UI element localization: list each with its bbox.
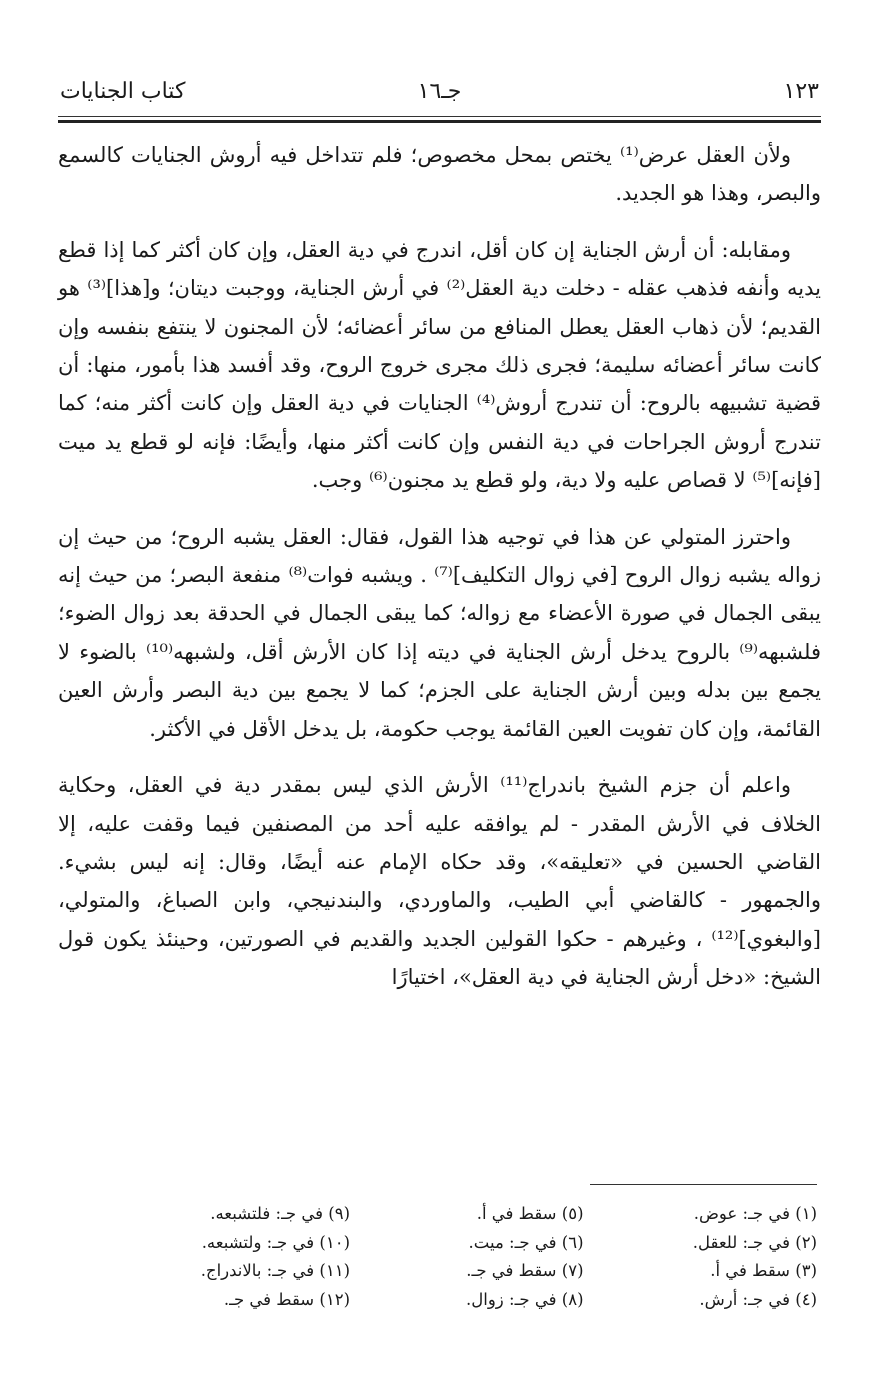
footnote: (١١) في جـ: بالاندراج. — [200, 1261, 350, 1280]
footnote: (٧) سقط في جـ. — [466, 1261, 584, 1280]
paragraph: ولأن العقل عرض⁽¹⁾ يختص بمحل مخصوص؛ فلم تتداخل فيه أروش الجنايات كالسمع والبصر، وهذا هو الجديد. — [58, 143, 821, 206]
footnote: (٨) في جـ: زوال. — [466, 1289, 584, 1309]
footnote: (١٠) في جـ: ولتشبعه. — [201, 1232, 350, 1252]
paragraph: واعلم أن جزم الشيخ باندراج⁽¹¹⁾ الأرش الذي ليس بمقدر دية في العقل، وحكاية الخلاف في الأرش المقدر - لم يوافقه عليه أحد من المصنفين فيما وقفت عليه، إلا القاضي الحسين في «تعليقه»، وقد حكاه الإمام عنه أيضًا، وقال: إنه ليس بشيء. والجمهور - كالقاضي أبي الطيب، والماوردي، والبندنيجي، وابن الصباغ، والمتولي، [والبغوي]⁽¹²⁾ ، وغيرهم - حكوا القولين الجديد والقديم في الصورتين، وحينئذ يكون قول الشيخ: «دخل أرش الجناية في دية العقل»، اختيارًا — [58, 773, 821, 990]
page-header — [60, 72, 819, 112]
footnote: (٦) في جـ: ميت. — [468, 1232, 584, 1252]
footnote: (٣) سقط في أ. — [710, 1261, 817, 1280]
footnote: (١) في جـ: عوض. — [693, 1204, 817, 1223]
footnote-column — [364, 1200, 584, 1314]
footnote: (٢) في جـ: للعقل. — [692, 1232, 817, 1252]
footnote: (٤) في جـ: أرش. — [699, 1289, 817, 1309]
footnote: (١٢) سقط في جـ. — [223, 1289, 350, 1309]
volume-label: جـ١٦ — [417, 79, 462, 104]
page-number: ١٢٣ — [783, 79, 819, 104]
footnote: (٥) سقط في أ. — [476, 1204, 584, 1223]
paragraph: ومقابله: أن أرش الجناية إن كان أقل، اندرج في دية العقل، وإن كان أكثر كما إذا قطع يديه وأنفه فذهب عقله - دخلت دية العقل⁽²⁾ في أرش الجناية، ووجبت ديتان؛ و[هذا]⁽³⁾ هو القديم؛ لأن ذهاب العقل يعطل المنافع من سائر أعضائه؛ لأن المجنون لا ينتفع بنفسه وإن كانت سائر أعضائه سليمة؛ فجرى ذلك مجرى خروج الروح، وقد أفسد هذا بأمور، منها: أن قضية تشبيهه بالروح: أن تندرج أروش⁽⁴⁾ الجنايات في دية العقل وإن كانت أكثر منه؛ كما تندرج أروش الجراحات في دية النفس وإن كانت أكثر منها، وأيضًا: فإنه لو قطع يد ميت [فإنه]⁽⁵⁾ لا قصاص عليه ولا دية، ولو قطع يد مجنون⁽⁶⁾ وجب. — [58, 237, 822, 493]
header-divider-thick — [58, 120, 821, 123]
footnote-column — [130, 1200, 350, 1314]
paragraph: واحترز المتولي عن هذا في توجيه هذا القول، فقال: العقل يشبه الروح؛ من حيث إن زواله يشبه زوال الروح [في زوال التكليف]⁽⁷⁾ . ويشبه فوات⁽⁸⁾ منفعة البصر؛ من حيث إنه يبقى الجمال في صورة الأعضاء مع زواله؛ كما يبقى الجمال في الحدقة بعد زوال الضوء؛ فلشبهه⁽⁹⁾ بالروح يدخل أرش الجناية في ديته إذا كان الأرش أقل، ولشبهه⁽¹⁰⁾ بالضوء لا يجمع بين بدله وبين أرش الجناية على الجزم؛ كما لا يجمع بين دية البصر وأرش العين القائمة، وإن كان تفويت العين القائمة يوجب حكومة، بل يدخل الأقل في الأكثر. — [58, 524, 821, 741]
chapter-title: كتاب الجنايات — [60, 79, 186, 104]
footnotes — [130, 1200, 817, 1314]
footnote-divider — [590, 1184, 817, 1185]
header-divider-thin — [58, 116, 821, 117]
footnote: (٩) في جـ: فلتشبعه. — [210, 1204, 350, 1223]
footnote-column — [597, 1200, 817, 1314]
main-text — [58, 136, 821, 1015]
